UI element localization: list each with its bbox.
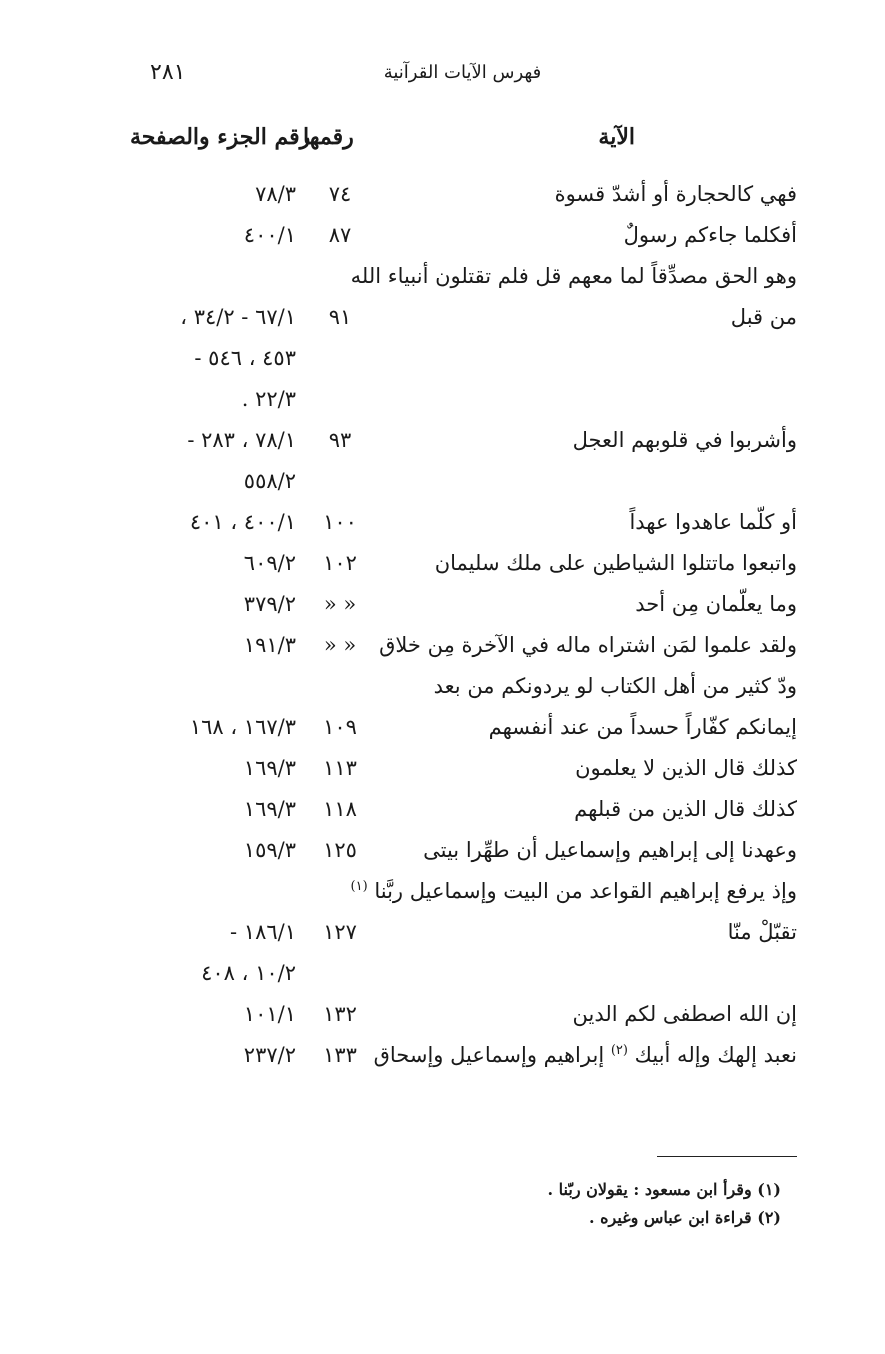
index-row xyxy=(0,219,885,260)
verse-number: ١٠٠ xyxy=(323,510,357,534)
index-row xyxy=(0,957,885,998)
volume-page-reference: ٧٨/٣ xyxy=(255,182,296,206)
verse-text: ودّ كثير من أهل الكتاب لو يردونكم من بعد xyxy=(433,674,797,698)
running-title: فهرس الآيات القرآنية xyxy=(383,62,542,83)
verse-number: ٧٤ xyxy=(328,182,352,206)
volume-page-reference: ٤٠٠/١ xyxy=(243,223,296,247)
verse-text-part: إبراهيم وإسماعيل وإسحاق xyxy=(373,1043,605,1067)
index-row xyxy=(0,178,885,219)
volume-page-reference: ٦٠٩/٢ xyxy=(243,551,296,575)
index-row xyxy=(0,752,885,793)
verse-text xyxy=(374,1043,797,1067)
index-row xyxy=(0,875,885,916)
verse-number: ١٠٩ xyxy=(323,715,357,739)
verse-number: ١١٣ xyxy=(323,756,357,780)
verse-number: ١٣٣ xyxy=(323,1043,357,1067)
index-row xyxy=(0,465,885,506)
verse-text: ولقد علموا لمَن اشتراه ماله في الآخرة مِن خلاق xyxy=(379,633,797,657)
verse-text: واتبعوا ماتتلوا الشياطين على ملك سليمان xyxy=(434,551,797,575)
volume-page-reference: ٧٨/١ ، ٢٨٣ - xyxy=(187,428,296,452)
volume-page-reference: ٢٢/٣ . xyxy=(241,387,296,411)
index-row xyxy=(0,916,885,957)
volume-page-reference: ٥٥٨/٢ xyxy=(243,469,296,493)
column-header-reference: رقم الجزء والصفحة xyxy=(130,124,311,150)
footnote-marker: (٢) xyxy=(610,1043,628,1058)
volume-page-reference: ١٦٩/٣ xyxy=(243,756,296,780)
verse-text: وهو الحق مصدِّقاً لما معهم قل فلم تقتلون أنبياء الله xyxy=(350,264,797,288)
footnote: (٢) قراءة ابن عباس وغيره . xyxy=(589,1208,781,1227)
verse-number: ٩١ xyxy=(328,305,352,329)
index-row xyxy=(0,547,885,588)
verse-text: تقبّلْ منّا xyxy=(727,920,797,944)
running-head xyxy=(140,60,785,90)
page-number: ٢٨١ xyxy=(150,60,186,85)
verse-text: إن الله اصطفى لكم الدين xyxy=(572,1002,797,1026)
verse-number: ٩٣ xyxy=(328,428,352,452)
verse-index-table xyxy=(0,178,885,1080)
verse-number: ١١٨ xyxy=(323,797,357,821)
verse-text: كذلك قال الذين من قبلهم xyxy=(574,797,797,821)
index-row xyxy=(0,711,885,752)
verse-text: كذلك قال الذين لا يعلمون xyxy=(575,756,797,780)
column-header-verse: الآية xyxy=(598,124,635,150)
volume-page-reference: ١٠/٢ ، ٤٠٨ xyxy=(201,961,296,985)
index-row xyxy=(0,834,885,875)
index-row xyxy=(0,588,885,629)
footnote: (١) وقرأ ابن مسعود : يقولان ربّنا . xyxy=(547,1180,781,1199)
index-row xyxy=(0,342,885,383)
volume-page-reference: ١٦٩/٣ xyxy=(243,797,296,821)
verse-number: ١٢٥ xyxy=(323,838,357,862)
index-row xyxy=(0,1039,885,1080)
index-row xyxy=(0,793,885,834)
verse-text: أفكلما جاءكم رسولٌ xyxy=(623,223,797,247)
verse-text: وعهدنا إلى إبراهيم وإسماعيل أن طهِّرا بيتى xyxy=(423,838,797,862)
volume-page-reference: ٤٥٣ ، ٥٤٦ - xyxy=(194,346,296,370)
index-row xyxy=(0,260,885,301)
verse-text: أو كلّما عاهدوا عهداً xyxy=(629,510,797,534)
index-row xyxy=(0,629,885,670)
verse-text-part: نعبد إلهك وإله أبيك xyxy=(634,1043,797,1067)
index-row xyxy=(0,670,885,711)
footnote-marker: (١) xyxy=(350,879,368,894)
volume-page-reference: ١٩١/٣ xyxy=(243,633,296,657)
verse-number: ٨٧ xyxy=(328,223,352,247)
volume-page-reference: ٣٧٩/٢ xyxy=(243,592,296,616)
column-header-number: رقمها xyxy=(303,124,354,150)
footnotes xyxy=(101,1180,781,1236)
index-row xyxy=(0,301,885,342)
verse-text xyxy=(351,879,797,903)
volume-page-reference: ١٨٦/١ - xyxy=(230,920,296,944)
verse-number: « « xyxy=(323,633,357,657)
verse-text: وما يعلّمان مِن أحد xyxy=(635,592,797,616)
footnote-separator xyxy=(657,1156,797,1157)
verse-number: « « xyxy=(323,592,357,616)
index-row xyxy=(0,998,885,1039)
volume-page-reference: ٢٣٧/٢ xyxy=(243,1043,296,1067)
index-row xyxy=(0,506,885,547)
verse-text-part: وإذ يرفع إبراهيم القواعد من البيت وإسماعيل ربَّنا xyxy=(374,879,797,903)
volume-page-reference: ١٠١/١ xyxy=(243,1002,296,1026)
verse-text: وأشربوا في قلوبهم العجل xyxy=(572,428,797,452)
verse-text: من قبل xyxy=(730,305,797,329)
verse-number: ١٢٧ xyxy=(323,920,357,944)
verse-number: ١٠٢ xyxy=(323,551,357,575)
column-headers xyxy=(120,124,795,164)
index-row xyxy=(0,383,885,424)
volume-page-reference: ٦٧/١ - ٣٤/٢ ، xyxy=(180,305,296,329)
verse-number: ١٣٢ xyxy=(323,1002,357,1026)
volume-page-reference: ١٦٧/٣ ، ١٦٨ xyxy=(189,715,296,739)
volume-page-reference: ٤٠٠/١ ، ٤٠١ xyxy=(189,510,296,534)
verse-text: إيمانكم كفّاراً حسداً من عند أنفسهم xyxy=(488,715,797,739)
index-row xyxy=(0,424,885,465)
volume-page-reference: ١٥٩/٣ xyxy=(243,838,296,862)
verse-text: فهي كالحجارة أو أشدّ قسوة xyxy=(554,182,797,206)
